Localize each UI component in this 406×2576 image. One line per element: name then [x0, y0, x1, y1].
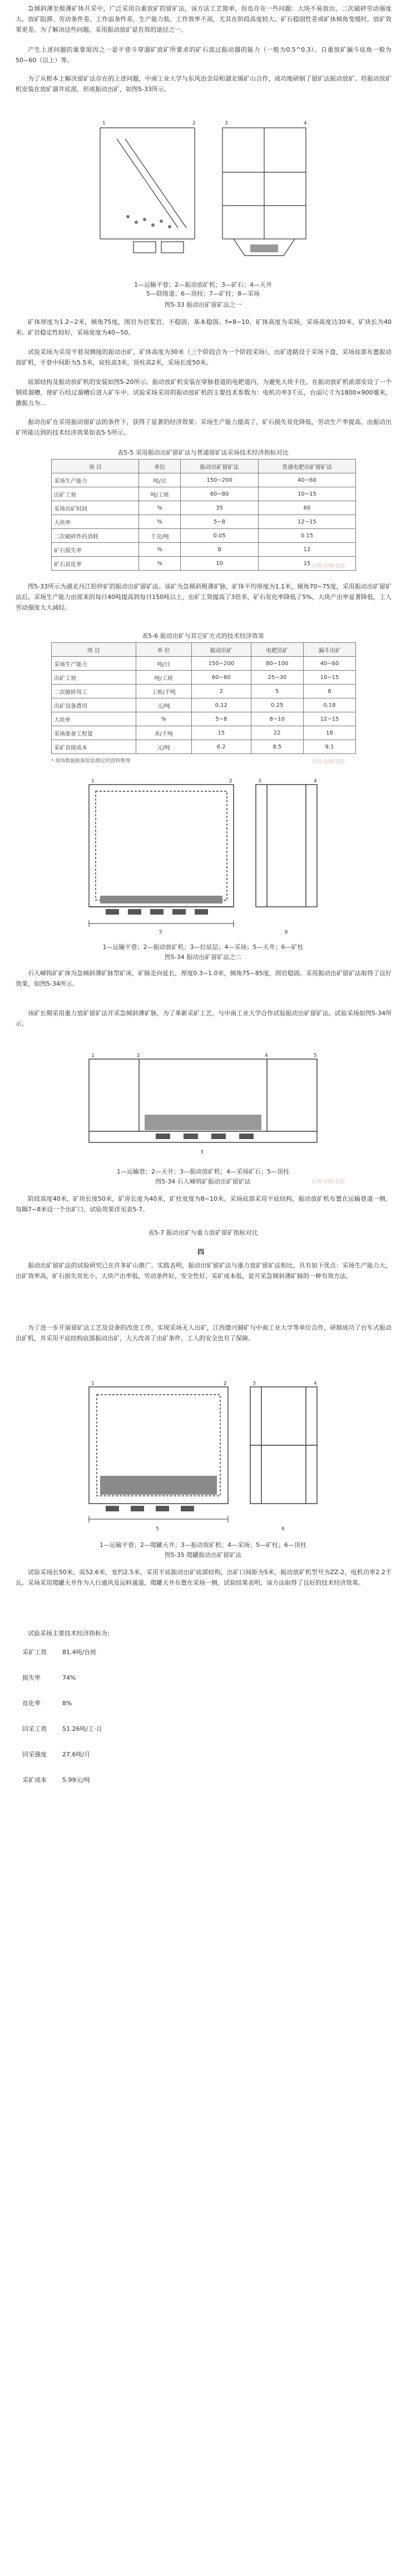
result-key: 采矿工效 [22, 1649, 47, 1656]
result-key: 贫化率 [22, 1700, 41, 1707]
cell: 千克/吨 [139, 529, 181, 543]
svg-text:5: 5 [314, 1053, 317, 1059]
svg-text:2: 2 [192, 121, 196, 126]
result-row [22, 1775, 102, 1800]
cell: 0.12 [192, 698, 251, 712]
cell: 二次破碎炸药消耗 [52, 529, 139, 543]
figure-3-legend: 1—运输巷；2—天井；3—振动放矿机；4—采场矿石；5—顶柱 [117, 1168, 289, 1175]
cell: 米/千吨 [136, 726, 191, 740]
cell: 150~200 [181, 473, 259, 487]
column-header: 电耙出矿 [251, 643, 303, 657]
cell: 60~80 [181, 487, 259, 501]
table-5-6-note: * 现场数据根据原始测定的资料整理 [51, 758, 131, 764]
paragraph-intro [16, 3, 392, 35]
column-header: 振动出矿 [192, 643, 251, 657]
paragraph-bottom-structure [16, 377, 392, 408]
table-5-5-title: 表5-5 采用振动出矿留矿法与普通留矿法采场技术经济指标对比 [117, 449, 289, 456]
section-marker: 四 [197, 1248, 205, 1256]
figure-4-caption: 图5-35 爬罐振动出矿留矿法 [164, 1551, 242, 1559]
figure-5-33-diagram [83, 106, 323, 278]
svg-text:3: 3 [258, 778, 261, 784]
paragraph-text: 试验采场主要技术经济指标为： [28, 1630, 113, 1637]
cell: 8 [181, 543, 259, 557]
cell: 9.1 [303, 740, 355, 754]
cell: 5 [251, 685, 303, 698]
paragraph-stope-params [16, 1194, 392, 1215]
cell: 80~100 [251, 657, 303, 671]
figure-5-35-diagram [67, 1376, 339, 1537]
cell: 出矿设备费用 [52, 698, 136, 712]
cell: 二次破碎用工 [52, 685, 136, 698]
paragraph-solution [16, 73, 392, 94]
cell: 60 [258, 501, 355, 515]
paragraph-cause [16, 44, 392, 66]
svg-text:1: 1 [91, 1381, 95, 1386]
paragraph-improvement [16, 1322, 392, 1344]
table-header-row [52, 460, 356, 473]
results-list [22, 1647, 102, 1800]
cell: 出矿工效 [52, 671, 136, 685]
paragraph-text: 矿体厚度为1.2~2米，倾角75度，围岩为岩浆岩，不稳固，基本稳固。f=8~10，矿体高度为采场，采场高度达30米，矿块长为40米。矿岩稳定性较好，采场宽度为40~50。 [16, 318, 392, 336]
figure-4-legend: 1—运输平巷；2—爬罐天井；3—振动放矿机；4—采场；5—矿柱；6—顶柱 [100, 1541, 306, 1549]
cell: 10~15 [303, 671, 355, 685]
legend-line: 1—运输平巷；2—振动放矿机；3—矿石；4—天井 [134, 281, 272, 288]
column-header: 振动出矿留矿法 [181, 460, 259, 473]
svg-text:5: 5 [156, 1526, 159, 1532]
cell: 18 [303, 726, 355, 740]
cell: 采矿直接成本 [52, 740, 136, 754]
result-value: 81.4吨/台班 [62, 1649, 97, 1656]
result-value: 27.6吨/月 [62, 1751, 91, 1758]
cell: 15 [258, 557, 355, 571]
watermark-text: 百科全网书馆 [311, 759, 345, 765]
table-row [52, 698, 356, 712]
table-row [52, 501, 356, 515]
cell: 吨/工班 [139, 487, 181, 501]
paragraph-text: 图5-33所示为湖北丹江铅锌矿的振动出矿留矿法。该矿为急倾斜极薄矿脉，矿体平均厚度为1.1米，倾角70~75度，采用振动出矿留矿法后，采场生产能力由原来的每日40吨提高到每日150吨以上，出矿工效提高了3倍多，矿石贫化率降低了5%，大块产出率显著降低，工人劳动强度大大减轻。 [16, 583, 392, 611]
result-row [22, 1749, 102, 1775]
cell: 22 [251, 726, 303, 740]
table-row [52, 543, 356, 557]
result-row [22, 1698, 102, 1724]
watermark-text: 百科全网书馆 [311, 1179, 345, 1185]
paragraph-text: 急倾斜薄至极薄矿体开采中，广泛采用自重放矿的留矿法，该方法工艺简单，但也存在一些问题：大块不易放出，二次破碎劳动强度大、放矿阻滞、劳动条件差、工作面条件差，生产能力低、工作效率不高，尤其在阶段高度较大、矿石稳固性差或矿体倾角变缓时，放矿效果更差。为了解决这些问题，采用振动放矿是有效的途径之一。 [16, 5, 392, 33]
table-row [52, 473, 356, 487]
column-header: 项 目 [52, 460, 139, 473]
cell: 矿石贫化率 [52, 557, 139, 571]
svg-text:4: 4 [265, 1053, 268, 1059]
paragraph-text: 石人嶂钨矿矿体为急倾斜薄矿脉型矿床，矿脉走向延长，厚度0.3~1.0米，倾角75~85度，围岩稳固。采用振动出矿留矿法取得了良好效果，如图5-34所示。 [16, 970, 392, 987]
cell: 40~60 [258, 473, 355, 487]
cell: 采场生产能力 [52, 657, 136, 671]
table-5-6 [51, 642, 356, 754]
cell: 0.18 [303, 698, 355, 712]
cell: 采场出矿时间 [52, 501, 139, 515]
cell: 吨/日 [139, 473, 181, 487]
cell: 5~8 [192, 712, 251, 726]
table-row [52, 671, 356, 685]
result-value: 51.26吨/工·月 [62, 1725, 102, 1733]
table-5-7-title: 表5-7 振动出矿与重力放矿留矿指标对比 [148, 1229, 258, 1236]
paragraph-results-intro [16, 1628, 392, 1639]
cell: 2 [192, 685, 251, 698]
svg-text:6: 6 [285, 930, 288, 935]
result-key: 回采强度 [22, 1751, 47, 1758]
paragraph-text: 振动出矿在采用振动留矿法的条件下，获得了显著的经济效果：采场生产能力提高了，矿石损失贫化降低，劳动生产率提高，由振动出矿所能达到的技术经济效果如表5-5所示。 [16, 418, 392, 436]
cell: 0.05 [181, 529, 259, 543]
cell: 150~200 [192, 657, 251, 671]
figure-5-34-diagram [67, 773, 339, 940]
cell: 吨/日 [136, 657, 191, 671]
paragraph-text: 为了从根本上解决留矿法存在的上述问题，中南工业大学与东风冶金局和湖北锡矿山合作，成功地研制了留矿法振动放矿。将振动放矿机安装在放矿溜井底部，形成振动出矿，如图5-33所示。 [16, 75, 392, 93]
svg-text:2: 2 [229, 778, 232, 784]
svg-text:1: 1 [91, 778, 95, 784]
svg-text:5: 5 [159, 930, 162, 935]
cell: 采场准备工程量 [52, 726, 136, 740]
svg-text:2: 2 [137, 1053, 140, 1059]
cell: 10 [181, 557, 259, 571]
figure-2-legend: 1—运输平巷；2—振动放矿机；3—拉底层；4—采场；5—天井；6—矿柱 [102, 943, 304, 951]
figure-3-caption: 图5-34 石人嶂钨矿振动出矿留矿法 [155, 1178, 251, 1185]
paragraph-text: 底部结构及振动放矿机的安装如图5-20所示。振动放矿机安装在穿脉巷道的电耙道内，为避免大块卡住。在振动放矿机前部安设了一个钢质溜槽，使矿石经过溜槽后进入矿车中。试验采场采用的振动放矿机的主要技术参数为：电机功率3千瓦，台面尺寸为1800×900毫米，激振力为... [16, 378, 392, 407]
cell: 元/吨 [136, 740, 191, 754]
table-row [52, 726, 356, 740]
cell: 10~15 [258, 487, 355, 501]
cell: 元/吨 [136, 698, 191, 712]
paragraph-trial-stope [16, 1567, 392, 1588]
paragraph-text: 该矿长期采用重力放矿留矿法开采急倾斜薄矿脉，为了革新采矿工艺，与中南工业大学合作试验振动出矿留矿法。试验采场如图5-34所示。 [16, 1010, 392, 1027]
cell: % [139, 557, 181, 571]
svg-text:3: 3 [252, 1381, 256, 1386]
table-5-6-title: 表5-6 振动出矿与其它矿方式的技术经济效果 [142, 632, 264, 640]
column-header: 单 位 [136, 643, 191, 657]
result-key: 采矿成本 [22, 1776, 47, 1784]
result-key: 损失率 [22, 1674, 41, 1681]
table-row [52, 685, 356, 698]
table-header-row [52, 643, 356, 657]
cell: 12~15 [303, 712, 355, 726]
cell: 8~10 [251, 712, 303, 726]
result-row [22, 1673, 102, 1698]
cell: 5~8 [181, 515, 259, 529]
column-header: 项 目 [52, 643, 136, 657]
table-row [52, 557, 356, 571]
figure-1-legend [0, 280, 406, 298]
result-key: 回采工效 [22, 1725, 47, 1733]
cell: 采场生产能力 [52, 473, 139, 487]
paragraph-orebody [16, 317, 392, 338]
paragraph-advantages [16, 1260, 392, 1281]
cell: 工班/千吨 [136, 685, 191, 698]
table-row [52, 657, 356, 671]
result-value: 74% [62, 1674, 76, 1681]
paragraph-text: 振动出矿留矿法的试验研究已在许多矿山推广。实践表明，振动出矿留矿法与重力放矿留矿法相比，具有如下优点：采场生产能力大，出矿效率高，矿石损失贫化小，大块产出率低，劳动条件好，安全性好，采矿成本低，是开采急倾斜薄矿脉的一种有效方法。 [16, 1262, 392, 1280]
cell: 35 [181, 501, 259, 515]
table-row [52, 529, 356, 543]
svg-text:1: 1 [102, 121, 106, 126]
svg-text:4: 4 [314, 1381, 317, 1386]
svg-text:1: 1 [91, 1053, 95, 1059]
paragraph-danjiang [16, 581, 392, 613]
cell: 12 [258, 543, 355, 557]
svg-text:4: 4 [314, 778, 317, 784]
cell: 6.2 [192, 740, 251, 754]
svg-text:3: 3 [200, 1150, 204, 1155]
paragraph-effect [16, 417, 392, 438]
cell: 出矿工效 [52, 487, 139, 501]
cell: 15 [192, 726, 251, 740]
cell: 40~60 [303, 657, 355, 671]
paragraph-text: 产生上述问题的重要原因之一是平巷斗穿溜矿放矿所要求的矿石流过振动器的能力（一般为0.5^0.3）。自重放矿漏斗底角一般为50~60（以上）等。 [16, 46, 392, 64]
figure-shirenzhang-diagram [72, 1048, 334, 1165]
table-row [52, 740, 356, 754]
cell: 8 [303, 685, 355, 698]
cell: 12~15 [258, 515, 355, 529]
paragraph-stope [16, 347, 392, 368]
legend-line: 5—联络道；6—顶柱；7—矿柱；8—采场 [146, 290, 260, 297]
column-header: 普通电耙出矿留矿法 [258, 460, 355, 473]
cell: 矿石损失率 [52, 543, 139, 557]
cell: % [139, 501, 181, 515]
result-value: 8% [62, 1700, 72, 1707]
watermark-text: 百科全网书馆 [311, 563, 345, 570]
column-header: 单位 [139, 460, 181, 473]
svg-text:6: 6 [281, 1526, 285, 1532]
paragraph-text: 阶段高度40米，矿块长度50米，矿房长度为40米，矿柱宽度为8~10米。采场底部采用平底结构，振动放矿机布置在运输巷道一侧，每隔7~8米设一个出矿口，试验效果详见表5-7。 [16, 1195, 392, 1213]
svg-text:2: 2 [224, 1381, 227, 1386]
cell: 吨/工班 [136, 671, 191, 685]
cell: % [139, 543, 181, 557]
cell: 大块率 [52, 712, 136, 726]
paragraph-trial [16, 1008, 392, 1029]
paragraph-text: 试验采场长50米，高52.6米，宽约2.5米，采用平底振动出矿底部结构，出矿口间距为5米，振动放矿机型号为ZZ-2，电机功率2.2千瓦。采场采用爬罐天井作为人行通风及运料通道，爬罐天井布置在采场一侧，试验结果表明，该方法取得了良好的技术经济效果。 [16, 1569, 392, 1586]
cell: 8.5 [251, 740, 303, 754]
table-5-5 [51, 459, 356, 571]
figure-2-caption: 图5-34 振动出矿留矿法之二 [164, 953, 242, 961]
cell: % [139, 515, 181, 529]
table-row [52, 487, 356, 501]
paragraph-text: 试验采场为采用平巷双侧接的振动出矿，矿体高度为30米（三个阶段合为一个阶段采场），出矿进路设于采场下盘，采场底部布置振动放矿机，平巷中间距为5.5米，底柱高3米，顶柱高2米，采场长度50米。 [16, 348, 392, 366]
cell: 60~80 [192, 671, 251, 685]
result-row [22, 1724, 102, 1749]
column-header: 漏斗出矿 [303, 643, 355, 657]
table-row [52, 712, 356, 726]
cell: % [136, 712, 191, 726]
cell: 大块率 [52, 515, 139, 529]
figure-1-caption: 图5-33 振动出矿留矿法之一 [164, 301, 242, 308]
svg-text:4: 4 [304, 121, 307, 126]
table-row [52, 515, 356, 529]
paragraph-shirenzhang [16, 968, 392, 989]
cell: 0.15 [258, 529, 355, 543]
svg-text:3: 3 [225, 121, 228, 126]
paragraph-text: 为了进一步开展留矿法工艺及设备的改进工作，实现采场无人出矿，江西德兴铜矿与中南工业大学等单位合作，研制成功了台车式振动出矿机，并采用平底结构底部振动出矿，大大改善了出矿条件，工人的安全也有了保障。 [16, 1324, 392, 1342]
result-value: 5.99元/吨 [62, 1776, 91, 1784]
cell: 25~30 [251, 671, 303, 685]
result-row [22, 1647, 102, 1673]
cell: 0.25 [251, 698, 303, 712]
